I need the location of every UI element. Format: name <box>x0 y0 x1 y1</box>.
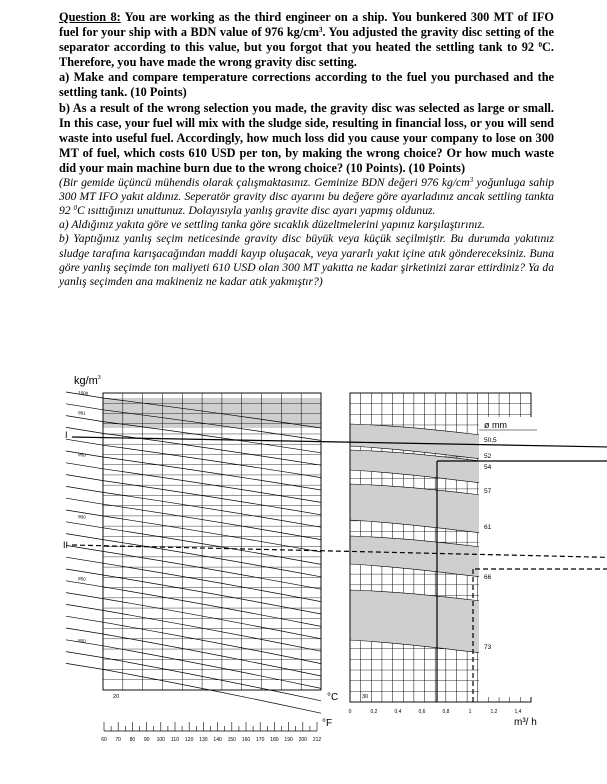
fahrenheit-unit-label: °F <box>322 718 333 729</box>
fahrenheit-tick-label: 120 <box>185 737 194 743</box>
density-curve <box>66 534 321 577</box>
unit-superscript: 3 <box>318 26 323 35</box>
density-label: 900 <box>77 514 86 520</box>
flow-tick-label: 1,2 <box>490 709 498 715</box>
density-curve <box>66 427 321 465</box>
density-curve <box>66 498 321 539</box>
density-label: 850 <box>77 576 86 582</box>
density-curve <box>66 475 321 515</box>
fahrenheit-tick-label: 70 <box>115 737 121 743</box>
disc-size-label: 54 <box>484 464 492 471</box>
question-label: Question 8: <box>59 10 121 24</box>
flow-tick-label: 0,2 <box>370 709 378 715</box>
turkish-p1: (Bir gemide üçüncü mühendis olarak çalışmaktasınız. Geminize BDN değeri 976 kg/cm <box>59 176 470 190</box>
disc-size-legend-title: ø mm <box>484 420 507 430</box>
question-intro-cont: . You adjusted the gravity disc setting of the separator according to this value, but you forgot that you heated the settling tank to 92 <box>59 25 554 55</box>
flow-tick-label: 0 <box>348 709 352 715</box>
fahrenheit-tick-label: 190 <box>284 737 293 743</box>
density-label: 950 <box>77 452 86 458</box>
density-curve <box>66 640 321 689</box>
flow-tick-label: 0,6 <box>418 709 426 715</box>
roman-mark-2: II <box>63 540 69 550</box>
density-curve <box>66 486 321 527</box>
density-curve <box>66 663 321 713</box>
density-curve <box>66 439 321 477</box>
fahrenheit-tick-label: 130 <box>199 737 208 743</box>
turkish-part-b: b) Yaptığınız yanlış seçim neticesinde gravity disc büyük veya küçük seçilmiştir. Bu durumda yakıtınız sludge tarafına karışacağından maddi kayıp oluşacak, veya yararlı yakıt içine atık göndereceksiniz. Buna göre yanlış seçimde ton maliyeti 610 USD olan 300 MT yakıtta ne kadar şirketinizi zarar ettirdiniz? Ya da yanlış seçimden ana makineniz ne kadar atık yakmıştır?) <box>59 232 554 288</box>
density-label: 800 <box>77 638 86 644</box>
density-curve <box>66 569 321 614</box>
flow-unit-label: m³/ h <box>514 717 537 728</box>
roman-mark-1: I <box>65 430 68 440</box>
density-label: 1000 <box>77 390 89 397</box>
turkish-unit-superscript: 3 <box>469 176 474 185</box>
density-label: 991 <box>77 410 86 416</box>
degree-superscript: 0 <box>538 41 543 50</box>
density-curve <box>66 628 321 676</box>
question-intro-end: C. Therefore, you have made the wrong gravity disc setting. <box>59 40 554 70</box>
turkish-p1-cont: yoğunluga sahip 300 MT IFO yakıt aldınız. Seperatör gravity disc ayarını bu değere göre ayarladınız ancak settling tankta 92 <box>59 176 554 218</box>
density-curve <box>66 652 321 701</box>
flow-tick-label: 1 <box>468 709 472 715</box>
disc-size-label: 50,5 <box>484 437 497 444</box>
fahrenheit-tick-label: 212 <box>312 737 322 743</box>
density-curve <box>66 522 321 565</box>
celsius-tick-label: 20 <box>112 694 120 700</box>
density-curve <box>66 463 321 503</box>
density-curve <box>66 451 321 490</box>
flow-tick-label: 0,4 <box>394 709 402 715</box>
fahrenheit-tick-label: 150 <box>227 737 236 743</box>
disc-size-label: 52 <box>484 453 492 460</box>
flow-tick-label: 0,8 <box>442 709 450 715</box>
question-part-b: b) As a result of the wrong selection you made, the gravity disc was selected as large or small. In this case, your fuel will mix with the sludge side, resulting in financial loss, or you will send waste into useful fuel. Accordingly, how much loss did you cause your company to lose on 300 MT of fuel, which costs 610 USD per ton, by making the wrong choice? Or how much waste did your main machine burn due to the wrong choice? (10 Points). (10 Points) <box>59 100 554 175</box>
fahrenheit-tick-label: 80 <box>129 737 136 743</box>
fahrenheit-tick-label: 90 <box>143 737 150 743</box>
question-part-a: a) Make and compare temperature corrections according to the fuel you purchased and the settling tank. (10 Points) <box>59 70 554 100</box>
fahrenheit-tick-label: 100 <box>156 737 165 743</box>
fahrenheit-tick-label: 140 <box>213 737 222 743</box>
density-curve <box>66 593 321 639</box>
disc-size-label: 61 <box>484 524 492 531</box>
fahrenheit-tick-label: 60 <box>101 737 107 743</box>
fahrenheit-tick-label: 160 <box>241 737 251 743</box>
flow-tick-label: 1,4 <box>514 709 522 715</box>
fahrenheit-tick-label: 110 <box>171 737 179 743</box>
disc-size-label: 73 <box>484 644 492 651</box>
density-curve <box>66 616 321 663</box>
fahrenheit-tick-label: 200 <box>298 737 307 743</box>
turkish-part-a: a) Aldığınız yakıta göre ve settling tanka göre sıcaklık düzeltmelerini yapınız karşılaştırınız. <box>59 218 485 232</box>
disc-size-label: 66 <box>484 574 492 581</box>
turkish-degree-superscript: 0 <box>73 204 77 213</box>
turkish-p1-end: C ısıttığınızı unuttunuz. Dolayısıyla yanlış gravite disc ayarı yapmış oldunuz. <box>77 204 436 218</box>
y-unit-label: $kg/m^3$ <box>74 375 101 387</box>
density-curve <box>66 557 321 601</box>
fahrenheit-tick-label: 170 <box>256 737 265 743</box>
question-intro: You are working as the third engineer on a ship. You bunkered 300 MT of IFO fuel for your ship with a BDN value of 976 kg/cm <box>59 10 554 40</box>
celsius-tick-label: 30 <box>361 694 369 700</box>
fahrenheit-tick-label: 180 <box>270 737 279 743</box>
celsius-unit-label: °C <box>327 692 339 703</box>
density-curve <box>66 604 321 651</box>
disc-size-label: 57 <box>484 488 492 495</box>
